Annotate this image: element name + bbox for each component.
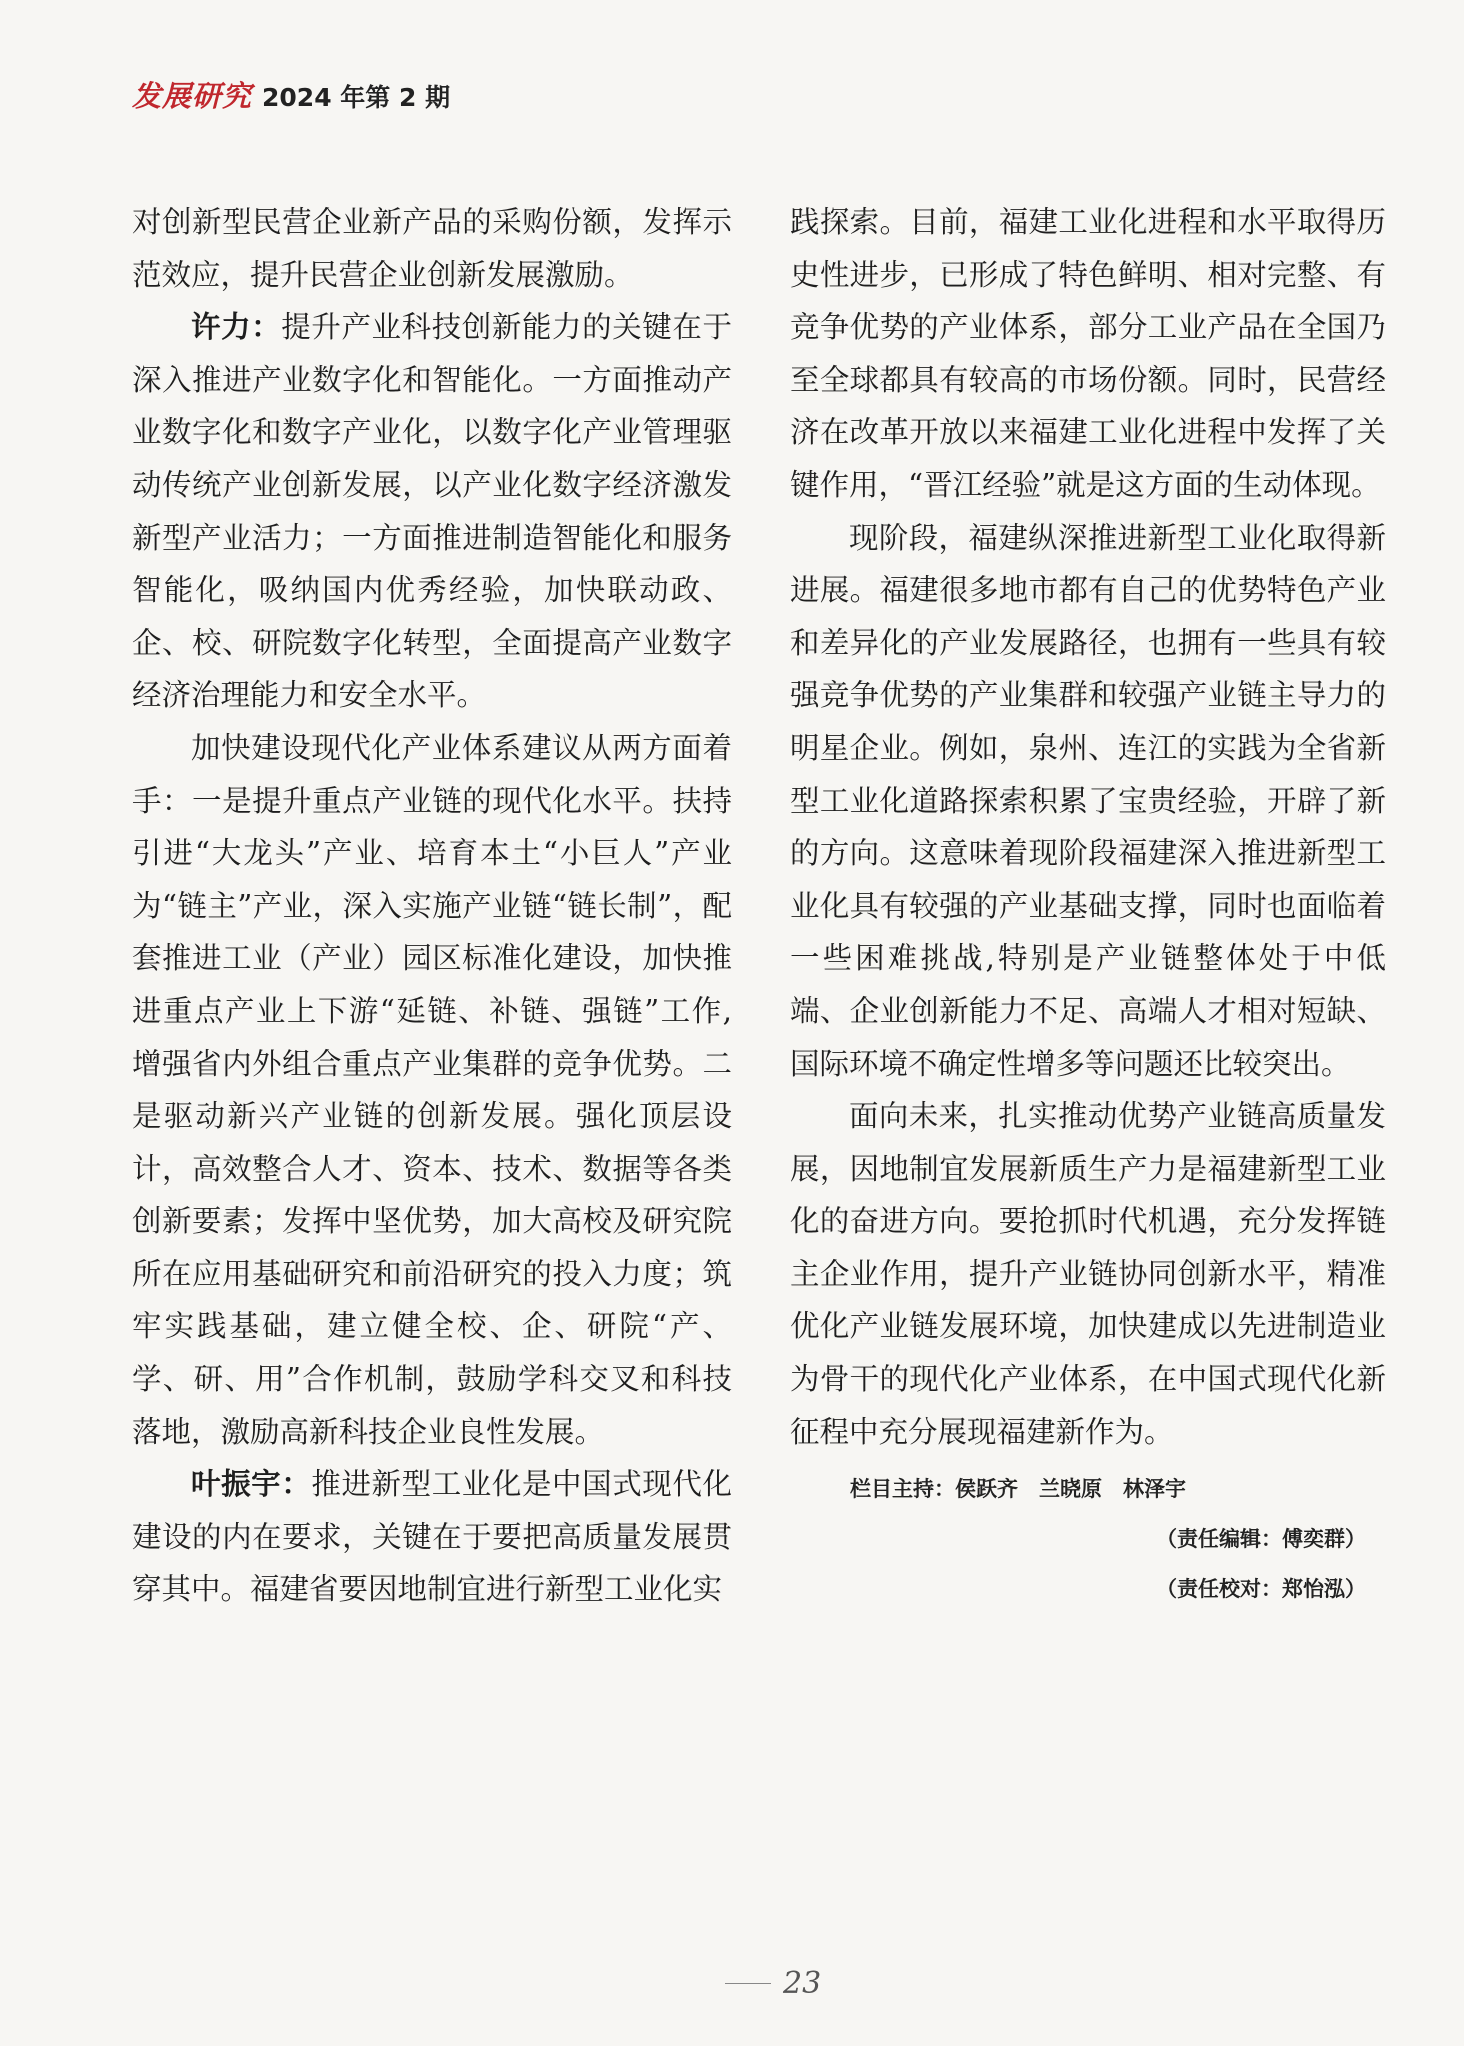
credits	[790, 1464, 1386, 1614]
running-header	[132, 74, 450, 114]
paragraph: 面向未来，扎实推动优势产业链高质量发展，因地制宜发展新质生产力是福建新型工业化的奋进方向。要抢抓时代机遇，充分发挥链主企业作用，提升产业链协同创新水平，精准优化产业链发展环境，加快建成以先进制造业为骨干的现代化产业体系，在中国式现代化新征程中充分展现福建新作为。	[790, 1099, 1386, 1449]
paragraph-text: 推进新型工业化是中国式现代化建设的内在要求，关键在于要把高质量发展贯穿其中。福建省要因地制宜进行新型工业化实	[132, 1467, 732, 1607]
page-number-text: 23	[783, 1966, 822, 2001]
issue-label: 2024 年第 2 期	[262, 83, 451, 112]
responsible-proofreader: （责任校对：郑怡泓）	[1156, 1576, 1366, 1602]
paragraph-text: 提升产业科技创新能力的关键在于深入推进产业数字化和智能化。一方面推动产业数字化和数字产业化，以数字化产业管理驱动传统产业创新发展，以产业化数字经济激发新型产业活力；一方面推进制造智能化和服务智能化，吸纳国内优秀经验，加快联动政、企、校、研院数字化转型，全面提高产业数字经济治理能力和安全水平。	[132, 310, 732, 713]
paragraph: 现阶段，福建纵深推进新型工业化取得新进展。福建很多地市都有自己的优势特色产业和差异化的产业发展路径，也拥有一些具有较强竞争优势的产业集群和较强产业链主导力的明星企业。例如，泉州、连江的实践为全省新型工业化道路探索积累了宝贵经验，开辟了新的方向。这意味着现阶段福建深入推进新型工业化具有较强的产业基础支撑，同时也面临着一些困难挑战,特别是产业链整体处于中低端、企业创新能力不足、高端人才相对短缺、国际环境不确定性增多等问题还比较突出。	[790, 520, 1386, 1081]
speaker-name: 叶振宇：	[191, 1466, 312, 1502]
responsible-editor: （责任编辑：傅奕群）	[1156, 1526, 1366, 1552]
left-column	[132, 196, 732, 1616]
journal-name: 发展研究	[132, 79, 253, 113]
column-hosts: 栏目主持：侯跃齐 兰晓原 林泽宇	[850, 1476, 1186, 1502]
paragraph: 加快建设现代化产业体系建议从两方面着手：一是提升重点产业链的现代化水平。扶持引进“大龙头”产业、培育本土“小巨人”产业为“链主”产业，深入实施产业链“链长制”，配套推进工业（产业）园区标准化建设，加快推进重点产业上下游“延链、补链、强链”工作,增强省内外组合重点产业集群的竞争优势。二是驱动新兴产业链的创新发展。强化顶层设计，高效整合人才、资本、技术、数据等各类创新要素；发挥中坚优势，加大高校及研究院所在应用基础研究和前沿研究的投入力度；筑牢实践基础，建立健全校、企、研院“产、学、研、用”合作机制，鼓励学科交叉和科技落地，激励高新科技企业良性发展。	[132, 730, 732, 1449]
paragraph	[132, 301, 732, 722]
paragraph	[132, 1458, 732, 1616]
page-number	[725, 1966, 821, 2001]
speaker-name: 许力：	[191, 309, 282, 345]
right-column	[790, 196, 1386, 1614]
page-number-rule	[725, 1983, 771, 1984]
paragraph: 对创新型民营企业新产品的采购份额，发挥示范效应，提升民营企业创新发展激励。	[132, 205, 732, 292]
paragraph: 践探索。目前，福建工业化进程和水平取得历史性进步，已形成了特色鲜明、相对完整、有竞争优势的产业体系，部分工业产品在全国乃至全球都具有较高的市场份额。同时，民营经济在改革开放以来福建工业化进程中发挥了关键作用，“晋江经验”就是这方面的生动体现。	[790, 205, 1386, 502]
